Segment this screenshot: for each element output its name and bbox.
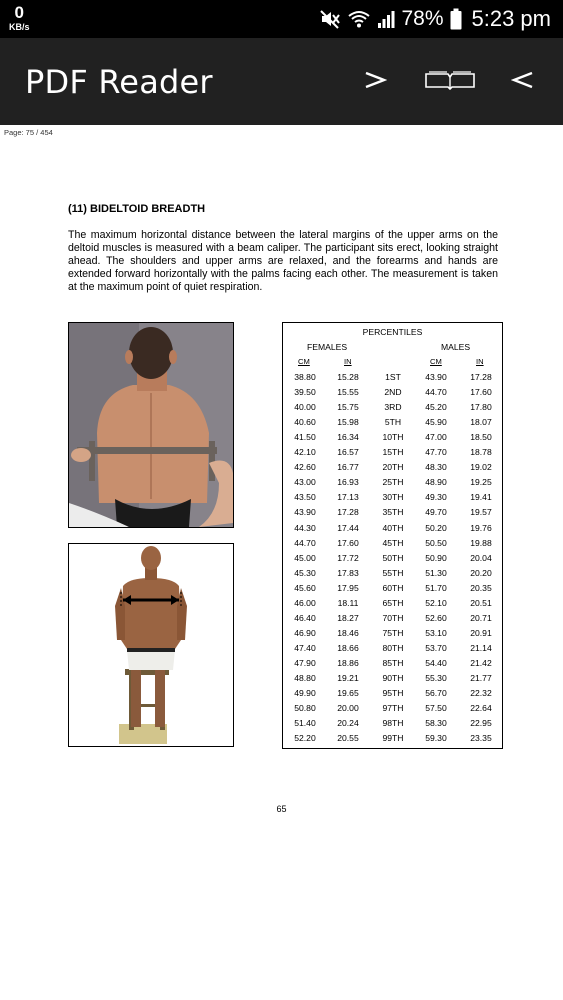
table-row — [283, 688, 502, 703]
percentile-cell: 30TH — [382, 492, 404, 503]
female-cm-cell: 48.80 — [294, 673, 316, 683]
males-header: MALES — [441, 342, 471, 352]
next-page-button[interactable] — [355, 64, 395, 100]
male-in-cell: 23.35 — [470, 733, 492, 744]
percentile-cell: 50TH — [382, 552, 404, 563]
female-in-cell: 16.93 — [337, 477, 359, 488]
female-cm-cell: 44.30 — [294, 522, 316, 533]
chevron-right-icon — [363, 69, 387, 96]
female-cm-cell: 40.60 — [294, 417, 316, 428]
male-in-cell: 20.51 — [470, 597, 492, 608]
female-cm-cell: 38.80 — [294, 372, 316, 382]
app-title: PDF Reader — [25, 63, 213, 101]
percentile-cell: 75TH — [382, 627, 404, 638]
male-cm-cell: 59.30 — [425, 733, 447, 744]
female-cm-cell: 42.60 — [294, 462, 316, 473]
table-row — [283, 432, 502, 447]
percentile-cell: 45TH — [382, 537, 404, 548]
wifi-icon — [347, 9, 371, 29]
table-row — [283, 718, 502, 733]
female-cm-cell: 49.90 — [294, 688, 316, 699]
female-cm-cell: 45.00 — [294, 552, 316, 563]
female-in-cell: 15.75 — [337, 402, 359, 413]
female-in-cell: 20.00 — [337, 703, 359, 714]
female-in-cell: 17.13 — [337, 492, 359, 503]
female-in-cell: 17.44 — [337, 522, 359, 533]
male-in-cell: 22.64 — [470, 703, 492, 714]
male-in-cell: 17.28 — [470, 372, 492, 382]
percentile-cell: 95TH — [382, 688, 404, 699]
table-row — [283, 402, 502, 417]
table-row — [283, 568, 502, 583]
network-speed-value: 0 — [14, 3, 24, 22]
male-cm-cell: 58.30 — [425, 718, 447, 729]
females-header: FEMALES — [307, 342, 348, 352]
pdf-page[interactable] — [0, 125, 563, 1000]
percentiles-table — [282, 322, 503, 749]
male-cm-cell: 45.90 — [425, 417, 447, 428]
female-cm-cell: 47.40 — [294, 642, 316, 653]
female-in-cell: 16.77 — [337, 462, 359, 473]
male-cm-cell: 56.70 — [425, 688, 447, 699]
female-in-cell: 15.28 — [337, 372, 359, 382]
male-cm-cell: 50.20 — [425, 522, 447, 533]
female-cm-cell: 50.80 — [294, 703, 316, 714]
table-row — [283, 447, 502, 462]
male-in-cell: 19.76 — [470, 522, 492, 533]
male-in-cell: 18.78 — [470, 447, 492, 458]
male-cm-cell: 57.50 — [425, 703, 447, 714]
percentile-cell: 1ST — [385, 372, 401, 382]
percentile-cell: 40TH — [382, 522, 404, 533]
female-cm-cell: 40.00 — [294, 402, 316, 413]
female-cm-cell: 44.70 — [294, 537, 316, 548]
percentile-cell: 97TH — [382, 703, 404, 714]
table-row — [283, 538, 502, 553]
table-row — [283, 553, 502, 568]
female-in-cell: 16.34 — [337, 432, 359, 443]
male-cm-cell: 47.70 — [425, 447, 447, 458]
female-cm-cell: 39.50 — [294, 387, 316, 398]
female-cm-cell: 41.50 — [294, 432, 316, 443]
female-in-cell: 20.24 — [337, 718, 359, 729]
table-row — [283, 477, 502, 492]
female-in-cell: 17.72 — [337, 552, 359, 563]
female-in-cell: 18.66 — [337, 642, 359, 653]
male-cm-cell: 44.70 — [425, 387, 447, 398]
percentile-cell: 90TH — [382, 673, 404, 683]
female-in-cell: 15.55 — [337, 387, 359, 398]
male-cm-cell: 55.30 — [425, 673, 447, 683]
females-in-header: IN — [344, 357, 352, 366]
percentile-cell: 80TH — [382, 642, 404, 653]
female-cm-cell: 46.40 — [294, 612, 316, 623]
battery-icon — [450, 8, 462, 30]
male-cm-cell: 53.70 — [425, 642, 447, 653]
section-heading: (11) BIDELTOID BREADTH — [68, 203, 206, 215]
male-in-cell: 18.07 — [470, 417, 492, 428]
table-row — [283, 507, 502, 522]
clock-time: 5:23 pm — [471, 6, 551, 31]
female-cm-cell: 43.90 — [294, 507, 316, 518]
female-in-cell: 18.46 — [337, 627, 359, 638]
measurement-illustration — [68, 543, 234, 747]
table-row — [283, 703, 502, 718]
male-cm-cell: 50.50 — [425, 537, 447, 548]
female-in-cell: 19.21 — [337, 673, 359, 683]
app-bar — [0, 38, 563, 125]
male-cm-cell: 48.90 — [425, 477, 447, 488]
male-cm-cell: 49.70 — [425, 507, 447, 518]
female-cm-cell: 42.10 — [294, 447, 316, 458]
male-in-cell: 20.35 — [470, 582, 492, 593]
table-row — [283, 387, 502, 402]
male-cm-cell: 50.90 — [425, 552, 447, 563]
percentile-cell: 85TH — [382, 657, 404, 668]
percentile-cell: 65TH — [382, 597, 404, 608]
table-row — [283, 462, 502, 477]
percentile-cell: 15TH — [382, 447, 404, 458]
female-in-cell: 15.98 — [337, 417, 359, 428]
female-in-cell: 18.86 — [337, 657, 359, 668]
table-row — [283, 613, 502, 628]
table-row — [283, 523, 502, 538]
male-cm-cell: 45.20 — [425, 402, 447, 413]
male-in-cell: 20.91 — [470, 627, 492, 638]
male-cm-cell: 54.40 — [425, 657, 447, 668]
female-cm-cell: 47.90 — [294, 657, 316, 668]
females-cm-header: CM — [298, 357, 310, 366]
percentile-cell: 10TH — [382, 432, 404, 443]
male-in-cell: 21.77 — [470, 673, 492, 683]
male-cm-cell: 49.30 — [425, 492, 447, 503]
table-row — [283, 492, 502, 507]
percentile-cell: 70TH — [382, 612, 404, 623]
page-indicator: Page: 75 / 454 — [4, 128, 53, 137]
male-in-cell: 21.14 — [470, 642, 492, 653]
female-in-cell: 17.28 — [337, 507, 359, 518]
male-in-cell: 19.25 — [470, 477, 492, 488]
section-paragraph: The maximum horizontal distance between the lateral margins of the upper arms on the deltoid muscles is measured with a beam caliper. The participant sits erect, looking straight ahead. The shoulders and upper arms are relaxed, and the forearms and hands are extended forward horizontally with the palms facing each other. The measurement is taken at the maximum point of quiet respiration. — [68, 229, 498, 293]
table-row — [283, 658, 502, 673]
female-in-cell: 18.11 — [337, 597, 359, 608]
male-cm-cell: 52.10 — [425, 597, 447, 608]
male-cm-cell: 51.70 — [425, 582, 447, 593]
male-in-cell: 19.41 — [470, 492, 492, 503]
male-in-cell: 17.80 — [470, 402, 492, 413]
male-in-cell: 18.50 — [470, 432, 492, 443]
table-row — [283, 417, 502, 432]
female-in-cell: 17.83 — [337, 567, 359, 578]
male-in-cell: 19.88 — [470, 537, 492, 548]
table-row — [283, 598, 502, 613]
status-bar — [0, 0, 563, 38]
female-in-cell: 16.57 — [337, 447, 359, 458]
female-cm-cell: 51.40 — [294, 718, 316, 729]
male-cm-cell: 47.00 — [425, 432, 447, 443]
percentile-cell: 25TH — [382, 477, 404, 488]
male-cm-cell: 52.60 — [425, 612, 447, 623]
percentile-cell: 99TH — [382, 733, 404, 744]
female-in-cell: 18.27 — [337, 612, 359, 623]
percentile-cell: 3RD — [384, 402, 402, 413]
chevron-left-icon — [511, 69, 535, 96]
table-row — [283, 583, 502, 598]
network-speed — [9, 4, 30, 32]
percentile-cell: 60TH — [382, 582, 404, 593]
percentile-cell: 98TH — [382, 718, 404, 729]
signal-icon — [377, 9, 395, 29]
female-cm-cell: 45.30 — [294, 567, 316, 578]
table-title: PERCENTILES — [362, 327, 423, 337]
table-row — [283, 733, 502, 748]
female-in-cell: 20.55 — [337, 733, 359, 744]
male-cm-cell: 43.90 — [425, 372, 447, 382]
male-in-cell: 22.95 — [470, 718, 492, 729]
male-cm-cell: 53.10 — [425, 627, 447, 638]
male-in-cell: 19.02 — [470, 462, 492, 473]
female-cm-cell: 46.90 — [294, 627, 316, 638]
male-in-cell: 20.71 — [470, 612, 492, 623]
book-view-button[interactable] — [420, 64, 480, 100]
male-cm-cell: 48.30 — [425, 462, 447, 473]
battery-percent: 78% — [401, 7, 444, 30]
percentile-cell: 55TH — [382, 567, 404, 578]
table-row — [283, 628, 502, 643]
female-cm-cell: 43.00 — [294, 477, 316, 488]
percentile-cell: 35TH — [382, 507, 404, 518]
female-in-cell: 17.60 — [337, 537, 359, 548]
table-row — [283, 673, 502, 688]
female-cm-cell: 43.50 — [294, 492, 316, 503]
male-in-cell: 17.60 — [470, 387, 492, 398]
female-cm-cell: 46.00 — [294, 597, 316, 608]
males-cm-header: CM — [430, 357, 442, 366]
measurement-photo — [68, 322, 234, 528]
female-in-cell: 17.95 — [337, 582, 359, 593]
male-in-cell: 21.42 — [470, 657, 492, 668]
male-in-cell: 19.57 — [470, 507, 492, 518]
male-in-cell: 20.04 — [470, 552, 492, 563]
status-icons — [319, 0, 551, 38]
male-in-cell: 20.20 — [470, 567, 492, 578]
percentile-cell: 5TH — [384, 417, 402, 428]
network-speed-unit: KB/s — [9, 22, 30, 32]
table-row — [283, 643, 502, 658]
previous-page-button[interactable] — [503, 64, 543, 100]
female-in-cell: 19.65 — [337, 688, 359, 699]
percentile-cell: 20TH — [382, 462, 404, 473]
open-book-icon — [424, 70, 476, 95]
males-in-header: IN — [476, 357, 484, 366]
female-cm-cell: 52.20 — [294, 733, 316, 744]
male-cm-cell: 51.30 — [425, 567, 447, 578]
male-in-cell: 22.32 — [470, 688, 492, 699]
percentile-cell: 2ND — [384, 387, 402, 398]
mute-icon — [319, 9, 341, 29]
female-cm-cell: 45.60 — [294, 582, 316, 593]
table-row — [283, 372, 502, 387]
page-number: 65 — [276, 804, 287, 814]
